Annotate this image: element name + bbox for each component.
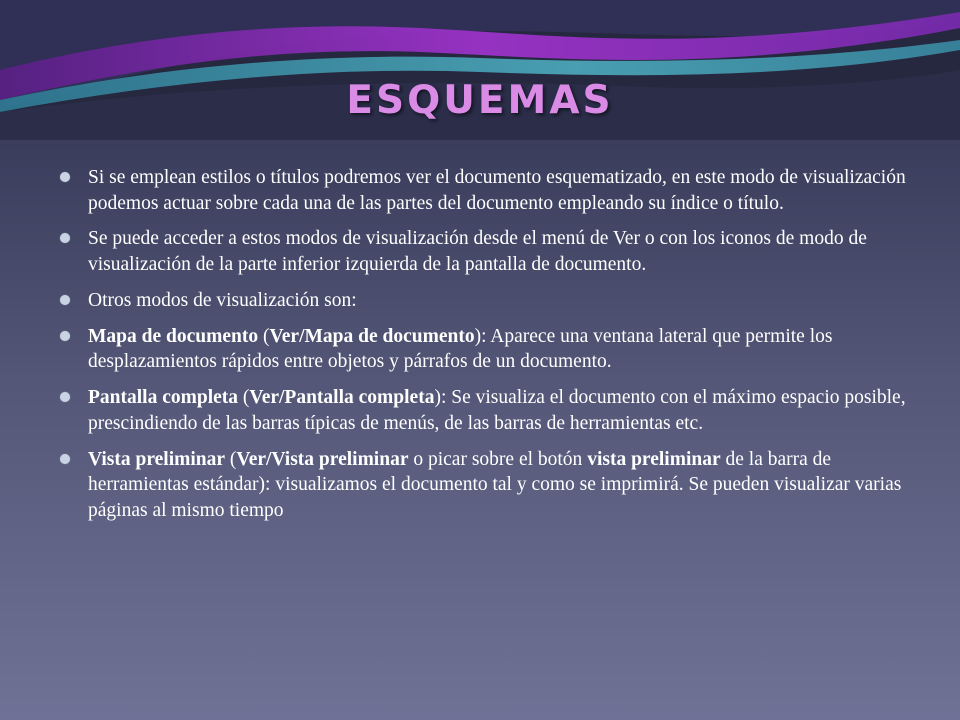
slide-title: esquemas <box>346 62 614 127</box>
bold-menu-path: Ver/Vista preliminar <box>236 448 409 470</box>
bullet-item <box>60 226 920 277</box>
bullet-item <box>60 165 920 216</box>
bold-menu-path: Ver/Mapa de documento <box>269 325 475 347</box>
bullet-text: ( <box>238 387 250 409</box>
bullet-list <box>60 165 920 534</box>
bullet-dot-icon <box>60 454 70 464</box>
bullet-dot-icon <box>60 172 70 182</box>
bold-term: Mapa de documento <box>88 325 259 347</box>
bullet-dot-icon <box>60 331 70 341</box>
bold-term: Vista preliminar <box>88 448 226 470</box>
bold-menu-path: Ver/Pantalla completa <box>249 387 435 409</box>
bold-button-name: vista preliminar <box>587 448 721 470</box>
bullet-text: ): Aparece una ventana lateral que permite los desplazamientos rápidos entre objetos y párrafos de un documento. <box>88 325 833 373</box>
bullet-item <box>60 447 920 524</box>
bullet-dot-icon <box>60 233 70 243</box>
bullet-text: o picar sobre el botón <box>408 448 588 470</box>
bullet-text: Otros modos de visualización son: <box>88 289 357 311</box>
bullet-item <box>60 288 920 314</box>
bullet-dot-icon <box>60 295 70 305</box>
bullet-item <box>60 324 920 375</box>
bold-term: Pantalla completa <box>88 387 239 409</box>
bullet-text: ( <box>225 448 237 470</box>
bullet-dot-icon <box>60 392 70 402</box>
bullet-item <box>60 385 920 436</box>
bullet-text: ): Se visualiza el documento con el máximo espacio posible, prescindiendo de las barras típicas de menús, de las barras de herramientas etc. <box>88 387 906 434</box>
bullet-text: ( <box>258 325 270 347</box>
bullet-text: de la barra de herramientas estándar): visualizamos el documento tal y como se imprimirá. Se pueden visualizar varias páginas al mismo tiempo <box>88 448 902 522</box>
bullet-text: Se puede acceder a estos modos de visualización desde el menú de Ver o con los iconos de modo de visualización de la parte inferior izquierda de la pantalla de documento. <box>88 228 867 276</box>
bullet-text: Si se emplean estilos o títulos podremos ver el documento esquematizado, en este modo de visualización podemos actuar sobre cada una de las partes del documento empleando su índice o título. <box>88 167 906 214</box>
